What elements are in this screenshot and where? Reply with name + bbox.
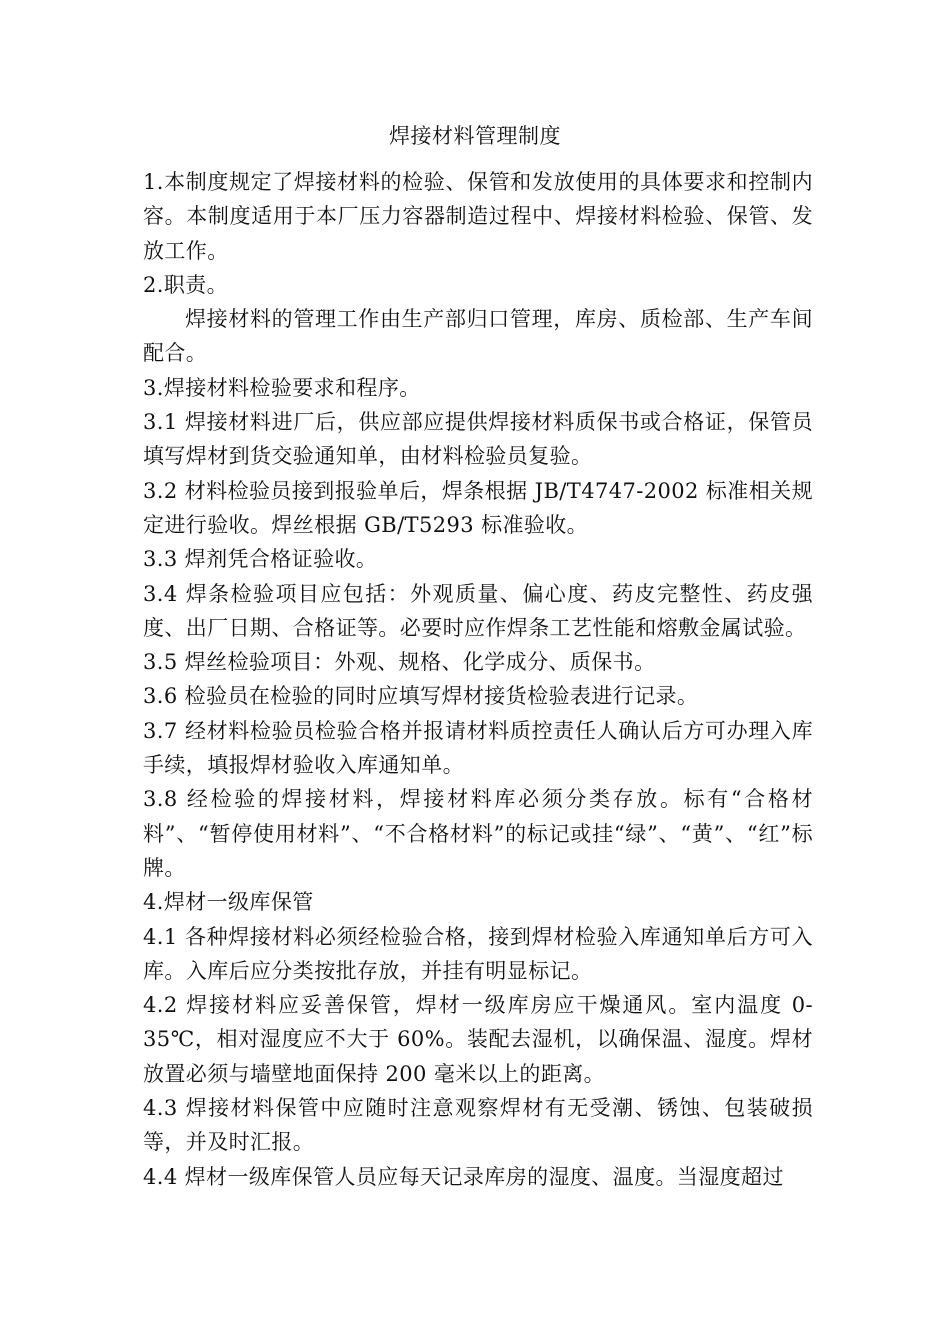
document-body <box>143 165 813 1194</box>
document-paragraph: 焊接材料的管理工作由生产部归口管理，库房、质检部、生产车间配合。 <box>143 307 813 366</box>
document-paragraph: 3.7 经材料检验员检验合格并报请材料质控责任人确认后方可办理入库手续，填报焊材验收入库通知单。 <box>143 718 813 778</box>
document-paragraph: 4.3 焊接材料保管中应随时注意观察焊材有无受潮、锈蚀、包装破损等，并及时汇报。 <box>143 1096 813 1155</box>
document-paragraph: 4.1 各种焊接材料必须经检验合格，接到焊材检验入库通知单后方可入库。入库后应分类按批存放，并挂有明显标记。 <box>143 924 813 983</box>
document-paragraph: 4.焊材一级库保管 <box>143 890 314 915</box>
document-paragraph: 2.职责。 <box>143 272 229 297</box>
document-paragraph: 4.2 焊接材料应妥善保管，焊材一级库房应干燥通风。室内温度 0-35℃，相对湿度应不大于 60%。装配去湿机，以确保温、湿度。焊材放置必须与墙壁地面保持 200 毫米以上的距离。 <box>143 993 813 1086</box>
document-paragraph: 3.焊接材料检验要求和程序。 <box>143 375 421 400</box>
document-paragraph: 4.4 焊材一级库保管人员应每天记录库房的湿度、温度。当湿度超过 <box>143 1164 784 1189</box>
document-paragraph: 3.4 焊条检验项目应包括：外观质量、偏心度、药皮完整性、药皮强度、出厂日期、合格证等。必要时应作焊条工艺性能和熔敷金属试验。 <box>143 581 813 640</box>
document-title: 焊接材料管理制度 <box>389 124 561 148</box>
document-paragraph: 3.3 焊剂凭合格证验收。 <box>143 547 378 572</box>
document-paragraph: 3.1 焊接材料进厂后，供应部应提供焊接材料质保书或合格证，保管员填写焊材到货交验通知单，由材料检验员复验。 <box>143 410 813 469</box>
document-paragraph: 3.8 经检验的焊接材料，焊接材料库必须分类存放。标有“合格材料”、“暂停使用材料”、“不合格材料”的标记或挂“绿”、“黄”、“红”标牌。 <box>143 787 813 880</box>
document-paragraph: 3.6 检验员在检验的同时应填写焊材接货检验表进行记录。 <box>143 684 699 709</box>
document-paragraph: 3.5 焊丝检验项目：外观、规格、化学成分、质保书。 <box>143 650 656 675</box>
document-paragraph: 3.2 材料检验员接到报验单后，焊条根据 JB/T4747-2002 标准相关规定进行验收。焊丝根据 GB/T5293 标准验收。 <box>143 478 813 537</box>
document-paragraph: 1.本制度规定了焊接材料的检验、保管和发放使用的具体要求和控制内容。本制度适用于本厂压力容器制造过程中、焊接材料检验、保管、发放工作。 <box>143 170 813 263</box>
